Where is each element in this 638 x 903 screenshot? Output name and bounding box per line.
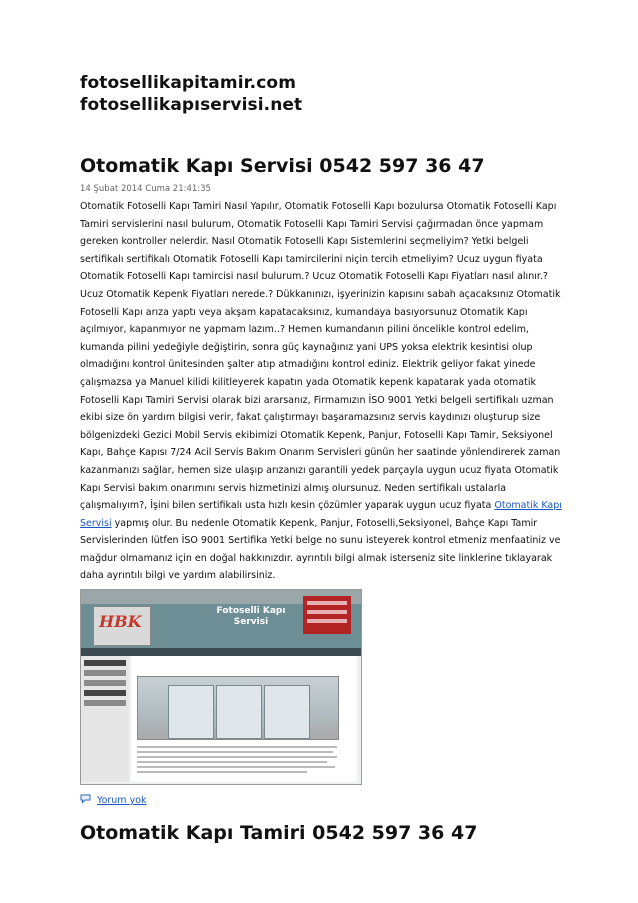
image-banner-title: Fotoselli Kapı Servisi [216, 606, 286, 628]
image-phone-line [307, 619, 347, 623]
image-text-line [137, 766, 335, 768]
image-text-line [137, 746, 337, 748]
site-name-2: fotosellikapıservisi.net [80, 95, 303, 115]
image-text-line [137, 771, 307, 773]
image-door-panel [216, 685, 262, 739]
post-title[interactable]: Otomatik Kapı Servisi 0542 597 36 47 [80, 155, 485, 177]
image-door-panel [264, 685, 310, 739]
image-phone-box [303, 596, 351, 634]
image-sidebar-item [84, 680, 126, 686]
image-text-line [137, 756, 337, 758]
image-phone-line [307, 610, 347, 614]
page [80, 72, 566, 846]
image-sidebar-item [84, 700, 126, 706]
image-phone-line [307, 601, 347, 605]
next-post-title[interactable]: Otomatik Kapı Tamiri 0542 597 36 47 [80, 822, 478, 845]
image-text-line [137, 751, 333, 753]
post-body [80, 198, 566, 585]
image-sidebar-item [84, 660, 126, 666]
image-door-photo [137, 676, 339, 740]
speech-bubble-icon [80, 795, 94, 806]
post-text-after-link: yapmış olur. Bu nedenle Otomatik Kepenk, Panjur, Fotoselli,Seksiyonel, Bahçe Kapı Tamir Servislerinden lütfen İSO 9001 Sertifika Yetki belge no sunu isteyerek kontrol etmeniz menfaatiniz ve mağdur olmamanız için en doğal hakkınızdır. ayrıntılı bilgi almak isterseniz site linklerine tıklayarak daha ayrıntılı bilgi ve yardım alabilirsiniz. [80, 517, 561, 582]
site-name-1: fotosellikapitamir.com [80, 73, 297, 93]
image-door-panel [168, 685, 214, 739]
image-sidebar-item [84, 670, 126, 676]
post-image[interactable] [80, 589, 362, 785]
comments-link[interactable]: Yorum yok [97, 795, 147, 807]
image-text-line [137, 761, 327, 763]
image-sidebar-item [84, 690, 126, 696]
post-text-before-link: Otomatik Fotoselli Kapı Tamiri Nasıl Yapılır, Otomatik Fotoselli Kapı bozulursa Otomatik Fotoselli Kapı Tamiri servislerini nasıl bulurum, Otomatik Fotoselli Kapı Tamiri Servisi çağırmadan önce yapmam gereken kontroller nelerdir. Nasıl Otomatik Fotoselli Kapı Sistemlerini seçmeliyim? Yetki belgeli sertifikalı sertifikalı Otomatik Fotoselli Kapı tamircilerini niçin tercih etmeliyim? Ucuz uygun fiyata Otomatik Fotoselli Kapı tamircisi nasıl bulurum.? Ucuz Otomatik Fotoselli Kapı Fiyatları nasıl alınır.? Ucuz Otomatik Kepenk Fiyatları nerede.? Dükkanınızı, işyerinizin kapısını sabah açacaksınız Otomatik Fotoselli Kapı arıza yaptı veya akşam kapatacaksınız, kumandaya basıyorsunuz Otomatik Kapı açılmıyor, kapanmıyor ne yapmam lazım..? Hemen kumandanın pilini öncelikle kontrol edelim, kumanda pilini yedeğiyle değiştirin, sonra güç kaynağınız yani UPS yoksa elektrik kesintisi olup olmadığını kontrol ünitesinden şalter atıp atmadığını kontrol ediniz. Elektrik geliyor fakat yinede çalışmazsa ya Manuel kilidi kilitleyerek kapatın yada Otomatik kepenk kapatarak yada otomatik Fotoselli Kapı Tamiri Servisi olarak bizi ararsanız, Firmamızın İSO 9001 Yetki belgeli sertifikalı uzman ekibi size ön yardım bilgisi verir, fakat çalıştırmayı başaramazsınız servis kaydınızı oluşturup size bölgenizdeki Gezici Mobil Servis ekibimizi Otomatik Kepenk, Panjur, Fotoselli Kapı Tamir, Seksiyonel Kapı, Bahçe Kapısı 7/24 Acil Servis Bakım Onarım Servisleri günün her saatinde yönlendirerek zaman kazanmanızı sağlar, hemen size ulaşıp arızanızı garantili yedek parçayla uygun ucuz fiyata Otomatik Kapı Servisi bakım onarımını servis hizmetinizi almış olursunuz. Neden sertifikalı ustalarla çalışmalıyım?, İşini bilen sertifikalı usta hızlı kesin çözümler yaparak uygun ucuz fiyata [80, 201, 561, 512]
otomatik-kapi-servisi-link[interactable]: Otomatik Kapı Servisi [80, 500, 562, 529]
image-sidebar [81, 656, 129, 782]
image-nav-bar [81, 648, 361, 656]
image-logo: HBK [99, 612, 142, 632]
comments-row [80, 794, 566, 808]
post-date: 14 Şubat 2014 Cuma 21:41:35 [80, 184, 211, 194]
